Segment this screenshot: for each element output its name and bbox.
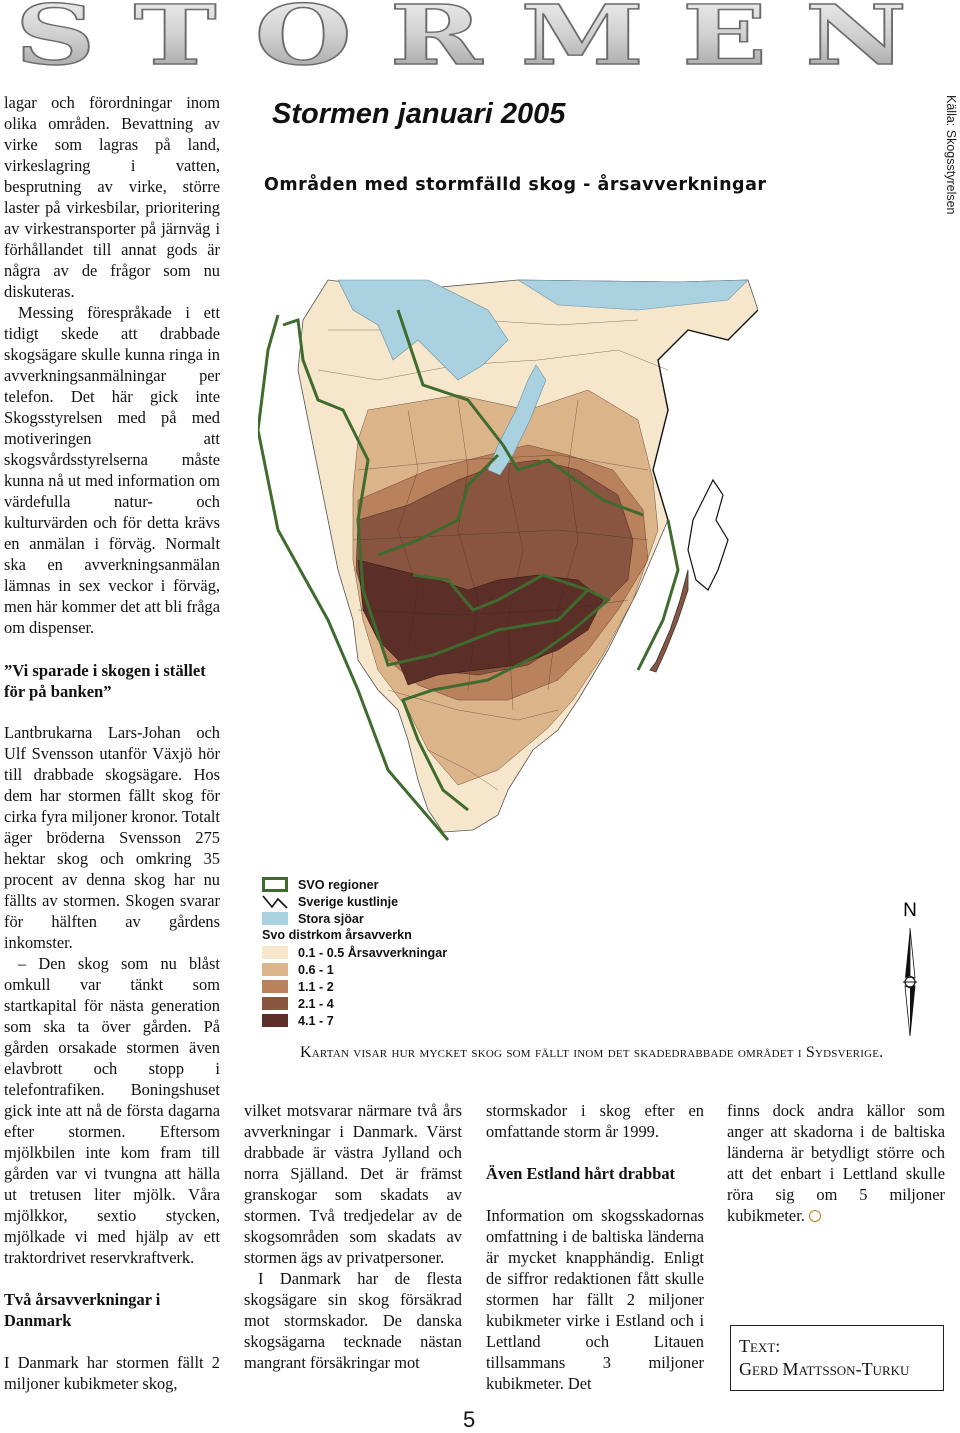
byline-box bbox=[730, 1325, 944, 1391]
legend-class-3-swatch bbox=[262, 980, 288, 993]
legend-class-4 bbox=[262, 996, 512, 1011]
col3-paragraph-1: stormskador i skog efter en omfattande storm år 1999. bbox=[486, 1101, 704, 1141]
legend-class-4-swatch bbox=[262, 997, 288, 1010]
north-label: N bbox=[903, 900, 917, 921]
col4-paragraph-1: finns dock andra källor som anger att skadorna i de baltiska länderna är betydligt större och att det enbart i Lettland skulle röra sig om 5 miljoner kubikmeter. bbox=[727, 1101, 945, 1225]
col1-paragraph-3: Lantbrukarna Lars-Johan och Ulf Svensson utanför Växjö hör till drabbade skogsägare. Hos dem har stormen fällt skog för cirka fyra miljoner kronor. Totalt äger bröderna Svensson 275 hektar skog och omkring 35 procent av denna skog har nu fällts av stormen. Skogen svarar för hälften av gårdens inkomster. bbox=[4, 723, 220, 952]
col1-paragraph-4: – Den skog som nu blåst omkull var tänkt som startkapital för nästa generation som ska ta över gården. På gården orsakade stormen även elavbrott och stopp i telefontrafiken. Boningshuset gick inte att nå de första dagarna efter stormen. Eftersom mjölkbilen inte kom fram till gården var vi tvungna att hälla ut tretusen liter mjölk. Våra mjölkkor, sextio stycken, mjölkade vi med hjälp av ett traktordrivet reservkraftverk. bbox=[4, 954, 220, 1267]
col3-heading: Även Estland hårt drabbat bbox=[486, 1164, 675, 1183]
legend-class-5-label: 4.1 - 7 bbox=[298, 1013, 334, 1028]
legend-class-4-label: 2.1 - 4 bbox=[298, 996, 334, 1011]
end-mark-icon bbox=[809, 1210, 821, 1222]
column-1-bottom bbox=[4, 722, 220, 1394]
map-subtitle: Områden med stormfälld skog - årsavverkningar bbox=[264, 175, 767, 195]
map-island-oland bbox=[650, 570, 688, 672]
legend-class-3 bbox=[262, 979, 512, 994]
byline-label: Text: bbox=[739, 1336, 781, 1356]
col1-heading: Två årsavverkningar i Danmark bbox=[4, 1290, 161, 1330]
legend-lakes-swatch bbox=[262, 912, 288, 925]
north-arrow-icon bbox=[895, 898, 925, 1038]
col2-paragraph-2: I Danmark har de flesta skogsägare sin skog försäkrad mot stormskador. De danska skogsägarna tecknade nästan mangrant försäkringar mot bbox=[244, 1269, 462, 1372]
masthead-logo bbox=[0, 0, 960, 80]
legend-class-2-label: 0.6 - 1 bbox=[298, 962, 334, 977]
col3-paragraph-2: Information om skogsskadornas omfattning i de baltiska länderna är mycket knapphändig. Enligt de siffror redaktionen fått skulle stormen har fällt 2 miljoner kubikmeter virke i Estland och i Lettland och Litauen tillsammans 3 miljoner kubikmeter. Det bbox=[486, 1206, 704, 1393]
legend-class-2-swatch bbox=[262, 963, 288, 976]
column-4 bbox=[727, 1100, 945, 1226]
legend-class-5 bbox=[262, 1013, 512, 1028]
storm-damage-map bbox=[258, 270, 758, 870]
legend-distrikt-title bbox=[262, 927, 512, 942]
legend-class-2 bbox=[262, 962, 512, 977]
legend-coast-label: Sverige kustlinje bbox=[298, 894, 399, 909]
legend-class-3-label: 1.1 - 2 bbox=[298, 979, 334, 994]
column-1-top bbox=[4, 92, 220, 638]
legend-class-1-swatch bbox=[262, 946, 288, 959]
legend-class-5-swatch bbox=[262, 1014, 288, 1027]
legend-svo bbox=[262, 877, 512, 892]
legend-distrikt-title-text: Svo distrkom årsavverkn bbox=[262, 927, 412, 942]
legend-class-1-label: 0.1 - 0.5 Årsavverkningar bbox=[298, 945, 448, 960]
map-caption: Kartan visar hur mycket skog som fällt inom det skadedrabbade området i Sydsverige. bbox=[300, 1044, 884, 1061]
byline-author: Gerd Mattsson-Turku bbox=[739, 1359, 910, 1379]
column-3 bbox=[486, 1100, 704, 1394]
legend-svo-label: SVO regioner bbox=[298, 877, 379, 892]
col1-paragraph-2: Messing förespråkade i ett tidigt skede att drabbade skogsägare skulle kunna ringa in avverkningsanmälningar per telefon. Det här gick inte Skogsstyrelsen med på med motiveringen att skogsvårdsstyrelserna måste kunna nå ut med information om värdefulla natur- och kulturvärden och för detta krävs en anmälan i förväg. Normalt ska en avverkningsanmälan lämnas in sex veckor i förväg, men här kommer det att bli fråga om dispenser. bbox=[4, 303, 220, 637]
legend-svo-swatch bbox=[262, 877, 288, 892]
legend-coast bbox=[262, 894, 512, 909]
col1-paragraph-1: lagar och förordningar inom olika områden. Bevattning av virke som lagras på land, virkeslagring i vatten, besprutning av virke, större laster på virkesbilar, prioritering av virkestransporter på järnväg i förhållandet till annat gods är några av de frågor som nu diskuteras. bbox=[4, 93, 220, 301]
page-number: 5 bbox=[463, 1407, 476, 1432]
map-title: Stormen januari 2005 bbox=[272, 98, 566, 130]
legend-coast-swatch bbox=[262, 894, 288, 909]
pull-quote: ”Vi sparade i skogen i stället för på banken” bbox=[4, 661, 206, 701]
legend-lakes bbox=[262, 911, 512, 926]
map-island-gotland bbox=[688, 480, 728, 590]
legend-lakes-label: Stora sjöar bbox=[298, 911, 364, 926]
masthead-title: STORMEN bbox=[15, 0, 945, 80]
col1-paragraph-5: I Danmark har stormen fällt 2 miljoner kubikmeter skog, bbox=[4, 1353, 220, 1393]
col2-paragraph-1: vilket motsvarar närmare två års avverkningar i Danmark. Värst drabbade är västra Jylland och norra Själland. Det är främst granskogar som skadats av stormen. Två tredjedelar av de skogsområden som skadats av stormen ägs av privatpersoner. bbox=[244, 1101, 462, 1267]
column-2 bbox=[244, 1100, 462, 1373]
legend-class-1 bbox=[262, 945, 512, 960]
source-credit: Källa: Skogsstyrelsen bbox=[944, 95, 958, 215]
